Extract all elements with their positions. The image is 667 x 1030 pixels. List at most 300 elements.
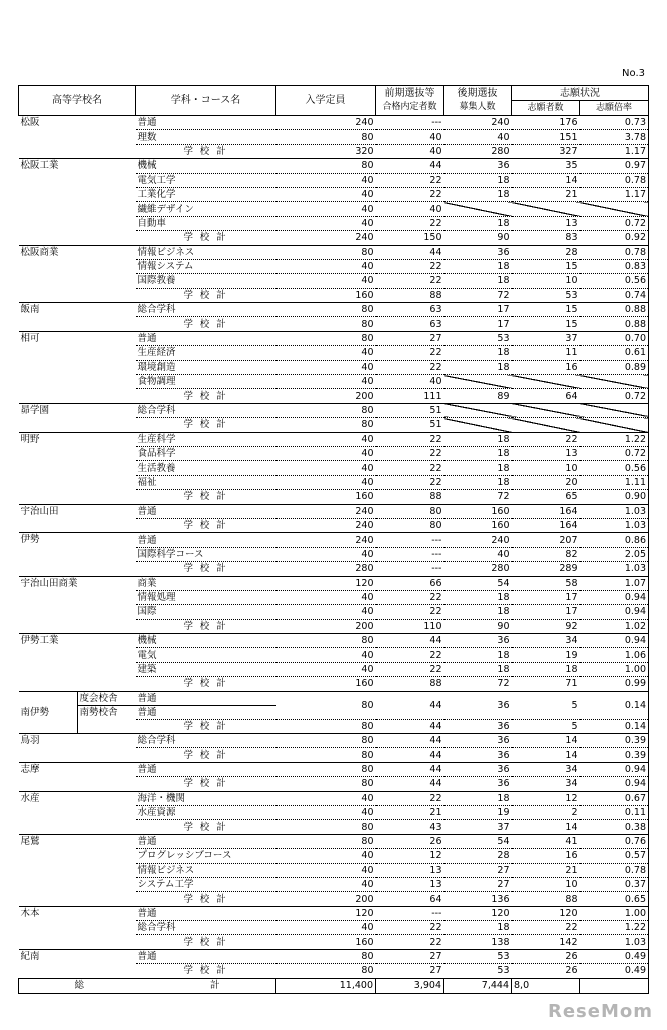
early-cell: 66 <box>376 576 444 590</box>
early-cell: 22 <box>376 921 444 935</box>
ratio-cell: 0.88 <box>580 317 649 331</box>
late-cell: 72 <box>444 490 512 504</box>
ratio-cell: 0.56 <box>580 274 649 288</box>
early-cell: 150 <box>376 231 444 245</box>
capacity-cell: 80 <box>276 418 376 432</box>
ratio-cell: 1.03 <box>580 562 649 576</box>
applicants-cell: 34 <box>512 762 580 776</box>
applicants-cell: 26 <box>512 949 580 963</box>
ratio-cell <box>580 403 649 417</box>
course-name: 情報処理 <box>136 590 276 604</box>
early-cell: 44 <box>376 691 444 719</box>
early-cell: 44 <box>376 734 444 748</box>
capacity-cell: 80 <box>276 317 376 331</box>
ratio-cell: 1.03 <box>580 518 649 532</box>
late-cell: 36 <box>444 245 512 259</box>
header-early-top: 前期選抜等 <box>376 86 444 101</box>
school-total-label: 学 校 計 <box>136 935 276 949</box>
school-total-label: 学 校 計 <box>136 490 276 504</box>
capacity-cell: 40 <box>276 360 376 374</box>
applicants-cell: 37 <box>512 331 580 345</box>
capacity-cell: 80 <box>276 130 376 144</box>
capacity-cell: 80 <box>276 691 376 719</box>
course-name: 国際科学コース <box>136 547 276 561</box>
late-cell: 138 <box>444 935 512 949</box>
applicants-cell: 176 <box>512 116 580 130</box>
ratio-cell: 0.94 <box>580 605 649 619</box>
applicants-cell: 82 <box>512 547 580 561</box>
applicants-cell: 120 <box>512 906 580 920</box>
early-cell: 27 <box>376 331 444 345</box>
ratio-cell <box>580 418 649 432</box>
school-total-label: 学 校 計 <box>136 418 276 432</box>
table-row <box>19 949 649 963</box>
late-cell: 36 <box>444 691 512 719</box>
ratio-cell: 0.83 <box>580 259 649 273</box>
school-name: 松阪工業 <box>19 159 136 245</box>
table-row <box>19 634 649 648</box>
course-name: 機械 <box>136 159 276 173</box>
early-cell: 88 <box>376 490 444 504</box>
ratio-cell: 0.94 <box>580 777 649 791</box>
table-row <box>19 432 649 446</box>
capacity-cell: 80 <box>276 303 376 317</box>
course-name-cell <box>136 691 276 719</box>
course-name: 工業化学 <box>136 187 276 201</box>
capacity-cell: 40 <box>276 791 376 805</box>
ratio-cell: 0.61 <box>580 346 649 360</box>
course-name: 普通 <box>136 762 276 776</box>
late-cell: 72 <box>444 677 512 691</box>
early-cell: 44 <box>376 748 444 762</box>
capacity-cell: 40 <box>276 863 376 877</box>
early-cell: 64 <box>376 892 444 906</box>
late-cell: 18 <box>444 173 512 187</box>
page-number: No.3 <box>622 68 645 79</box>
course-name: 環境創造 <box>136 360 276 374</box>
capacity-cell: 40 <box>276 605 376 619</box>
ratio-cell: 0.49 <box>580 949 649 963</box>
early-cell: --- <box>376 562 444 576</box>
early-cell: 88 <box>376 288 444 302</box>
capacity-cell: 240 <box>276 504 376 518</box>
early-cell: 22 <box>376 605 444 619</box>
capacity-cell: 80 <box>276 734 376 748</box>
applicants-cell: 10 <box>512 461 580 475</box>
course-name: 情報ビジネス <box>136 245 276 259</box>
capacity-cell: 40 <box>276 346 376 360</box>
applicants-cell: 64 <box>512 389 580 403</box>
applicants-cell: 71 <box>512 677 580 691</box>
ratio-cell: 0.14 <box>580 719 649 733</box>
late-cell: 18 <box>444 921 512 935</box>
late-cell: 240 <box>444 533 512 547</box>
applicants-cell: 16 <box>512 849 580 863</box>
applicants-cell: 15 <box>512 303 580 317</box>
early-cell: 40 <box>376 130 444 144</box>
course-name: 普通 <box>136 116 276 130</box>
applicants-cell: 88 <box>512 892 580 906</box>
early-cell: 22 <box>376 432 444 446</box>
ratio-cell: 1.17 <box>580 187 649 201</box>
ratio-cell: 0.97 <box>580 159 649 173</box>
late-cell: 18 <box>444 216 512 230</box>
capacity-cell: 40 <box>276 259 376 273</box>
school-name: 紀南 <box>19 949 136 978</box>
school-total-label: 学 校 計 <box>136 719 276 733</box>
capacity-cell: 40 <box>276 446 376 460</box>
table-row <box>19 403 649 417</box>
school-name: 水産 <box>19 791 136 834</box>
capacity-cell: 40 <box>276 173 376 187</box>
late-cell: 36 <box>444 634 512 648</box>
ratio-cell: 0.57 <box>580 849 649 863</box>
capacity-cell: 240 <box>276 518 376 532</box>
course-name: 機械 <box>136 634 276 648</box>
grand-applicants: 8,0 <box>512 978 580 993</box>
capacity-cell: 240 <box>276 116 376 130</box>
header-early-sub: 合格内定者数 <box>376 101 444 116</box>
early-cell: 22 <box>376 791 444 805</box>
applicants-cell: 5 <box>512 719 580 733</box>
early-cell: 22 <box>376 274 444 288</box>
late-cell: 53 <box>444 331 512 345</box>
capacity-cell: 40 <box>276 475 376 489</box>
school-total-label: 学 校 計 <box>136 748 276 762</box>
early-cell: 22 <box>376 173 444 187</box>
late-cell: 36 <box>444 762 512 776</box>
course-name: 普通 <box>136 906 276 920</box>
applicants-cell: 22 <box>512 921 580 935</box>
ratio-cell: 0.56 <box>580 461 649 475</box>
early-cell: 22 <box>376 259 444 273</box>
capacity-cell: 40 <box>276 274 376 288</box>
school-total-label: 学 校 計 <box>136 619 276 633</box>
late-cell <box>444 202 512 216</box>
applicants-cell: 11 <box>512 346 580 360</box>
course-name: 普通 <box>137 706 157 718</box>
ratio-cell: 0.78 <box>580 245 649 259</box>
course-name: 電気工学 <box>136 173 276 187</box>
ratio-cell: 1.00 <box>580 906 649 920</box>
early-cell: 110 <box>376 619 444 633</box>
applicants-cell: 14 <box>512 173 580 187</box>
school-total-label: 学 校 計 <box>136 518 276 532</box>
school-total-label: 学 校 計 <box>136 964 276 978</box>
early-cell: --- <box>376 116 444 130</box>
applicants-cell: 34 <box>512 777 580 791</box>
early-cell: --- <box>376 906 444 920</box>
capacity-cell: 160 <box>276 288 376 302</box>
school-total-label: 学 校 計 <box>136 389 276 403</box>
late-cell: 18 <box>444 605 512 619</box>
capacity-cell: 40 <box>276 921 376 935</box>
capacity-cell: 40 <box>276 375 376 389</box>
course-name: 普通 <box>136 533 276 547</box>
ratio-cell: 1.17 <box>580 144 649 158</box>
capacity-cell: 200 <box>276 389 376 403</box>
course-name: 水産資源 <box>136 805 276 819</box>
header-school: 高等学校名 <box>19 86 136 116</box>
early-cell: 44 <box>376 159 444 173</box>
ratio-cell: 0.73 <box>580 116 649 130</box>
capacity-cell: 80 <box>276 762 376 776</box>
capacity-cell: 80 <box>276 949 376 963</box>
ratio-cell: 0.11 <box>580 805 649 819</box>
school-total-label: 学 校 計 <box>136 562 276 576</box>
capacity-cell: 160 <box>276 490 376 504</box>
late-cell: 19 <box>444 805 512 819</box>
grand-total-label-left: 総 <box>74 980 84 992</box>
late-cell: 36 <box>444 777 512 791</box>
late-cell: 36 <box>444 748 512 762</box>
late-cell: 18 <box>444 446 512 460</box>
capacity-cell: 280 <box>276 562 376 576</box>
capacity-cell: 80 <box>276 159 376 173</box>
applicants-cell: 16 <box>512 360 580 374</box>
table-body-upper <box>19 116 649 692</box>
early-cell: 22 <box>376 346 444 360</box>
course-name: 自動車 <box>136 216 276 230</box>
table-body-lower <box>19 734 649 979</box>
late-cell: 160 <box>444 504 512 518</box>
applicants-cell: 41 <box>512 834 580 848</box>
ratio-cell: 0.94 <box>580 634 649 648</box>
late-cell: 18 <box>444 259 512 273</box>
school-total-label: 学 校 計 <box>136 288 276 302</box>
course-name: 普通 <box>136 331 276 345</box>
ratio-cell: 1.06 <box>580 648 649 662</box>
capacity-cell: 80 <box>276 403 376 417</box>
early-cell: 40 <box>376 144 444 158</box>
applicants-cell: 13 <box>512 446 580 460</box>
school-name-cell <box>19 691 136 733</box>
ratio-cell: 1.11 <box>580 475 649 489</box>
capacity-cell: 40 <box>276 648 376 662</box>
applicants-cell: 289 <box>512 562 580 576</box>
late-cell: 27 <box>444 877 512 891</box>
late-cell: 18 <box>444 791 512 805</box>
applicants-cell: 14 <box>512 748 580 762</box>
applicants-cell: 20 <box>512 475 580 489</box>
capacity-cell: 40 <box>276 432 376 446</box>
applicants-cell: 92 <box>512 619 580 633</box>
early-cell: 44 <box>376 762 444 776</box>
course-name: 理数 <box>136 130 276 144</box>
early-cell: 51 <box>376 418 444 432</box>
capacity-cell: 80 <box>276 331 376 345</box>
table-row <box>19 116 649 130</box>
early-cell: 21 <box>376 805 444 819</box>
ratio-cell: 3.78 <box>580 130 649 144</box>
early-cell: 13 <box>376 877 444 891</box>
late-cell: 90 <box>444 619 512 633</box>
applicants-cell: 65 <box>512 490 580 504</box>
late-cell: 136 <box>444 892 512 906</box>
capacity-cell: 40 <box>276 849 376 863</box>
early-cell: 22 <box>376 648 444 662</box>
capacity-cell: 200 <box>276 892 376 906</box>
early-cell: --- <box>376 547 444 561</box>
resemom-watermark: ReseMom <box>547 1001 653 1022</box>
early-cell: 111 <box>376 389 444 403</box>
early-cell: 13 <box>376 863 444 877</box>
late-cell: 280 <box>444 144 512 158</box>
capacity-cell: 80 <box>276 820 376 834</box>
grand-total-label-right: 計 <box>210 980 220 992</box>
applicant-status-table <box>18 85 649 994</box>
capacity-cell: 40 <box>276 461 376 475</box>
early-cell: 22 <box>376 590 444 604</box>
applicants-cell: 21 <box>512 187 580 201</box>
early-cell: 27 <box>376 949 444 963</box>
applicants-cell: 26 <box>512 964 580 978</box>
early-cell: 51 <box>376 403 444 417</box>
late-cell: 18 <box>444 346 512 360</box>
early-cell: 63 <box>376 317 444 331</box>
header-capacity: 入学定員 <box>276 86 376 116</box>
applicants-cell <box>512 375 580 389</box>
capacity-cell: 80 <box>276 634 376 648</box>
table-row <box>19 533 649 547</box>
late-cell: 18 <box>444 187 512 201</box>
course-name: 情報システム <box>136 259 276 273</box>
early-cell: 44 <box>376 719 444 733</box>
late-cell: 18 <box>444 432 512 446</box>
late-cell: 18 <box>444 662 512 676</box>
ratio-cell: 0.78 <box>580 173 649 187</box>
school-total-label: 学 校 計 <box>136 820 276 834</box>
applicants-cell: 18 <box>512 662 580 676</box>
applicants-cell: 5 <box>512 691 580 719</box>
ratio-cell: 0.39 <box>580 748 649 762</box>
ratio-cell: 2.05 <box>580 547 649 561</box>
late-cell: 53 <box>444 964 512 978</box>
applicants-cell: 164 <box>512 518 580 532</box>
late-cell: 160 <box>444 518 512 532</box>
late-cell: 280 <box>444 562 512 576</box>
ratio-cell: 0.72 <box>580 216 649 230</box>
ratio-cell: 0.39 <box>580 734 649 748</box>
table-row <box>19 303 649 317</box>
school-total-label: 学 校 計 <box>136 317 276 331</box>
early-cell: 44 <box>376 634 444 648</box>
ratio-cell: 0.92 <box>580 231 649 245</box>
late-cell <box>444 375 512 389</box>
capacity-cell: 160 <box>276 935 376 949</box>
applicants-cell: 164 <box>512 504 580 518</box>
applicants-cell: 13 <box>512 216 580 230</box>
capacity-cell: 40 <box>276 202 376 216</box>
ratio-cell: 0.65 <box>580 892 649 906</box>
table-row <box>19 906 649 920</box>
table-row <box>19 504 649 518</box>
capacity-cell: 80 <box>276 777 376 791</box>
course-name: 総合学科 <box>136 734 276 748</box>
late-cell: 90 <box>444 231 512 245</box>
table-row <box>19 245 649 259</box>
school-total-label: 学 校 計 <box>136 144 276 158</box>
campus-name: 南勢校舎 <box>79 706 118 718</box>
applicants-cell: 142 <box>512 935 580 949</box>
applicants-cell: 17 <box>512 605 580 619</box>
early-cell: 27 <box>376 964 444 978</box>
early-cell: 88 <box>376 677 444 691</box>
applicants-cell: 58 <box>512 576 580 590</box>
school-name: 宇治山田 <box>19 504 136 533</box>
early-cell: 40 <box>376 375 444 389</box>
late-cell: 240 <box>444 116 512 130</box>
table-row <box>19 576 649 590</box>
applicants-cell: 28 <box>512 245 580 259</box>
course-name: 福祉 <box>136 475 276 489</box>
course-name: 国際 <box>136 605 276 619</box>
ratio-cell: 0.94 <box>580 762 649 776</box>
late-cell: 18 <box>444 461 512 475</box>
course-name: 国際教養 <box>136 274 276 288</box>
ratio-cell: 1.03 <box>580 504 649 518</box>
header-late-sub: 募集人数 <box>444 101 512 116</box>
applicants-cell: 35 <box>512 159 580 173</box>
early-cell: 44 <box>376 777 444 791</box>
capacity-cell: 40 <box>276 590 376 604</box>
ratio-cell: 0.72 <box>580 389 649 403</box>
table-row <box>19 791 649 805</box>
early-cell: 63 <box>376 303 444 317</box>
early-cell: 22 <box>376 461 444 475</box>
early-cell: 26 <box>376 834 444 848</box>
late-cell: 18 <box>444 274 512 288</box>
capacity-cell: 40 <box>276 877 376 891</box>
late-cell: 36 <box>444 734 512 748</box>
ratio-cell: 1.22 <box>580 921 649 935</box>
ratio-cell: 0.14 <box>580 691 649 719</box>
late-cell: 120 <box>444 906 512 920</box>
school-name: 宇治山田商業 <box>19 576 136 634</box>
early-cell: 22 <box>376 935 444 949</box>
table-row <box>19 331 649 345</box>
capacity-cell: 80 <box>276 834 376 848</box>
late-cell: 17 <box>444 317 512 331</box>
school-name: 伊勢 <box>19 533 136 576</box>
ratio-cell: 0.74 <box>580 288 649 302</box>
applicants-cell: 15 <box>512 317 580 331</box>
applicants-cell: 207 <box>512 533 580 547</box>
capacity-cell: 200 <box>276 619 376 633</box>
ratio-cell: 0.99 <box>580 677 649 691</box>
applicants-cell: 151 <box>512 130 580 144</box>
late-cell: 40 <box>444 547 512 561</box>
early-cell: 80 <box>376 504 444 518</box>
applicants-cell: 12 <box>512 791 580 805</box>
ratio-cell: 0.37 <box>580 877 649 891</box>
late-cell: 18 <box>444 648 512 662</box>
table-row <box>19 762 649 776</box>
header-applicants: 志願者数 <box>512 101 580 116</box>
grand-total-label <box>19 978 276 993</box>
capacity-cell: 80 <box>276 719 376 733</box>
course-name: プログレッシブコース <box>136 849 276 863</box>
school-name: 松阪 <box>19 116 136 159</box>
school-name: 伊勢工業 <box>19 634 136 692</box>
table-body-minamiise <box>19 691 649 733</box>
applicants-cell: 19 <box>512 648 580 662</box>
grand-early: 3,904 <box>376 978 444 993</box>
applicants-cell: 21 <box>512 863 580 877</box>
late-cell: 72 <box>444 288 512 302</box>
late-cell: 89 <box>444 389 512 403</box>
early-cell: 44 <box>376 245 444 259</box>
